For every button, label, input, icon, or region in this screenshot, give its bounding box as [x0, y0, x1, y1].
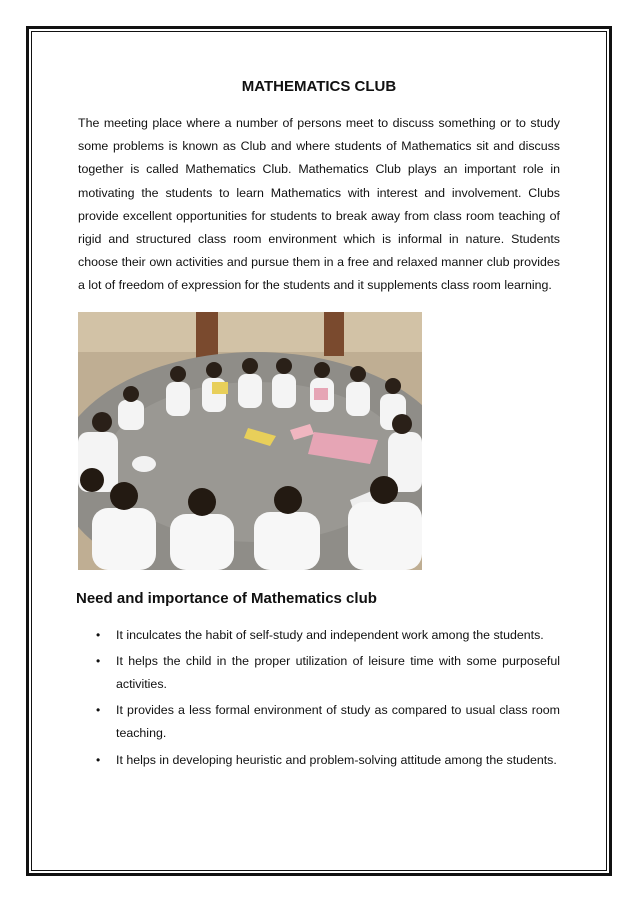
list-item [78, 749, 560, 772]
list-item-text: It helps in developing heuristic and problem-solving attitude among the students. [116, 752, 557, 767]
importance-list [78, 624, 560, 772]
photo-illustration [78, 312, 422, 570]
document-body [78, 76, 560, 775]
bullet-icon: • [96, 627, 101, 642]
section-heading: Need and importance of Mathematics club [76, 589, 377, 607]
bullet-icon: • [96, 703, 101, 718]
intro-paragraph: The meeting place where a number of persons meet to discuss something or to study some problems is known as Club and where students of Mathematics sit and discuss together is called Mathematics Club. Mathematics Club plays an important role in motivating the students to learn Mathematics with interest and involvement. Clubs provide excellent opportunities for students to break away from class room teaching of rigid and structured class room environment which is informal in nature. Students choose their own activities and pursue them in a free and relaxed manner club provides a lot of freedom of expression for the students and it supplements class room learning. [78, 116, 560, 293]
list-item-text: It inculcates the habit of self-study and independent work among the students. [116, 627, 544, 642]
list-item [78, 699, 560, 745]
list-item [78, 650, 560, 696]
document-title: MATHEMATICS CLUB [241, 78, 397, 95]
list-item [78, 624, 560, 647]
students-circle-photo [78, 312, 422, 570]
bullet-icon: • [96, 653, 101, 668]
bullet-icon: • [96, 752, 101, 767]
list-item-text: It provides a less formal environment of study as compared to usual class room teaching. [116, 703, 560, 741]
list-item-text: It helps the child in the proper utilization of leisure time with some purposeful activities. [116, 653, 560, 692]
